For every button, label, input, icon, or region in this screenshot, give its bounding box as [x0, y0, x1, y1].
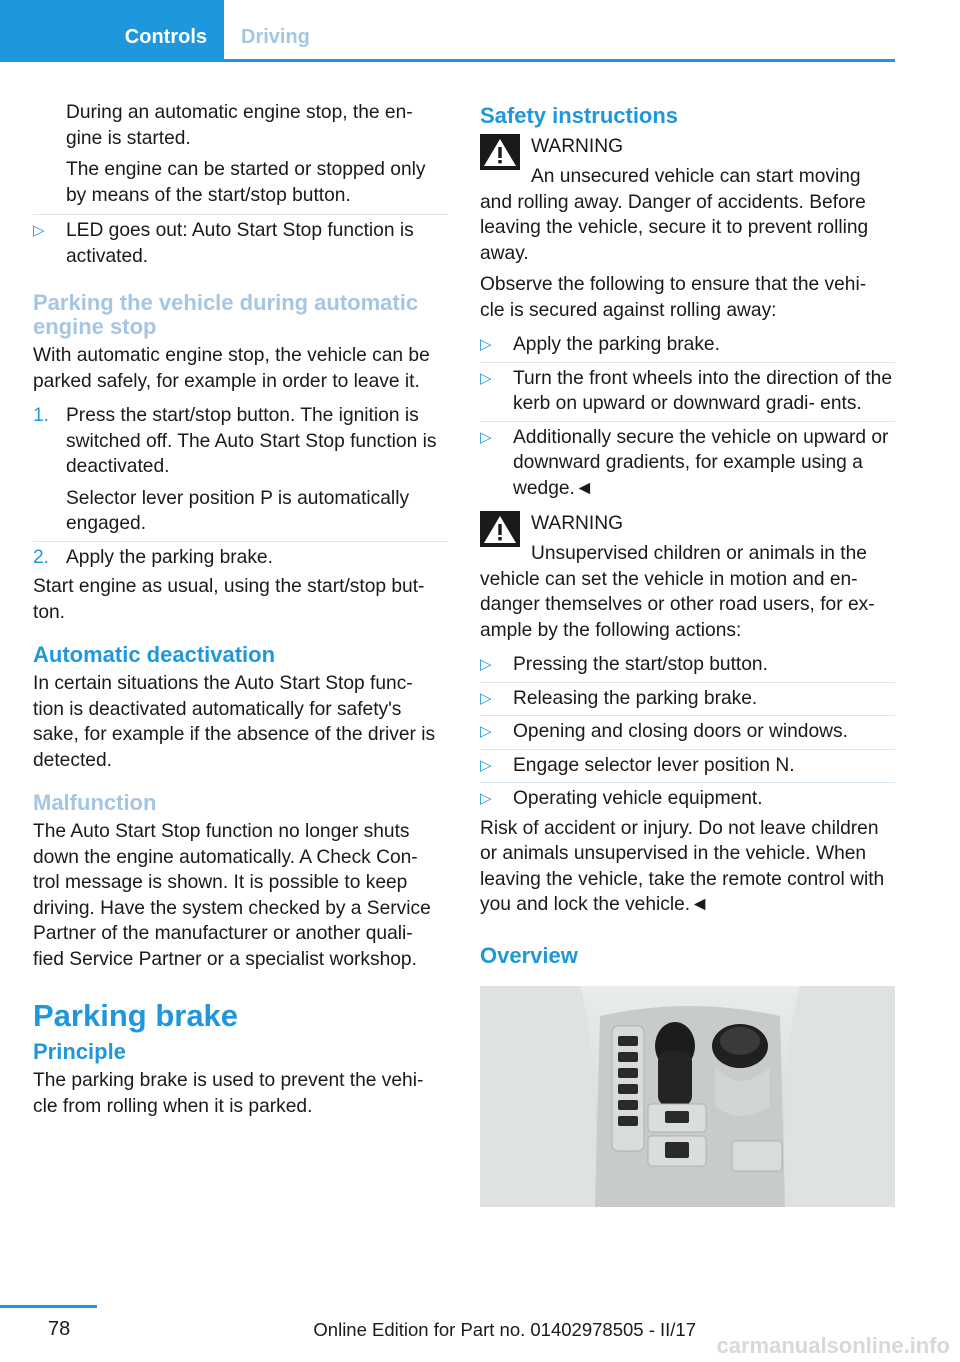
list-item: 2. Apply the parking brake.	[33, 542, 448, 575]
triangle-bullet-icon: ▷	[480, 336, 492, 353]
triangle-bullet-icon: ▷	[480, 428, 492, 446]
list-item: 1. Press the start/stop button. The ignition is switched off. The Auto Start Stop function is deactivated. Selector lever position P is automatically engaged.	[33, 400, 448, 542]
triangle-bullet-icon: ▷	[480, 369, 492, 387]
list-item: ▷ Opening and closing doors or windows.	[480, 716, 895, 750]
paragraph: With automatic engine stop, the vehicle can be parked safely, for example in order to leave it.	[33, 345, 430, 392]
list-item: ▷ Apply the parking brake.	[480, 329, 895, 363]
continued-paragraph: During an automatic engine stop, the en‐ gine is started.	[66, 102, 413, 149]
tab-controls[interactable]: Controls	[0, 0, 224, 59]
triangle-bullet-icon: ▷	[480, 790, 492, 807]
header-rule	[0, 59, 895, 62]
list-item: ▷ LED goes out: Auto Start Stop function is activated.	[33, 214, 448, 273]
warning-text: Unsupervised children or animals in the vehicle can set the vehicle in motion and en‐ danger themselves or other road users, for ex‐ ample by the following actions:	[480, 543, 875, 641]
list-item: ▷ Additionally secure the vehicle on upward or downward gradients, for example using a wedge.◄	[480, 422, 895, 506]
list-item: ▷ Turn the front wheels into the direction of the kerb on upward or downward gradi‐ ents.	[480, 363, 895, 422]
warning-label: WARNING	[531, 136, 624, 157]
section-heading: Malfunction	[33, 790, 157, 815]
step-number: 1.	[33, 405, 50, 426]
list-item: ▷ Engage selector lever position N.	[480, 750, 895, 784]
paragraph: Risk of accident or injury. Do not leave children or animals unsupervised in the vehicle. When leaving the vehicle, take the remote control with you and lock the vehicle.◄	[480, 817, 885, 915]
section-heading: Overview	[480, 942, 578, 968]
list-item: ▷ Pressing the start/stop button.	[480, 649, 895, 683]
triangle-bullet-icon: ▷	[33, 222, 45, 239]
page-number-rule	[0, 1305, 97, 1308]
triangle-bullet-icon: ▷	[480, 756, 492, 774]
paragraph: In certain situations the Auto Start Stop func‐ tion is deactivated automatically for safety's sake, for example if the absence of the driver is detected.	[33, 673, 436, 771]
warning-label: WARNING	[531, 513, 624, 534]
list-item: ▷ Releasing the parking brake.	[480, 683, 895, 717]
paragraph: Observe the following to ensure that the vehi‐ cle is secured against rolling away:	[480, 274, 867, 321]
paragraph: The parking brake is used to prevent the vehi‐ cle from rolling when it is parked.	[33, 1070, 424, 1117]
actions-list	[480, 649, 895, 816]
steps-list	[33, 400, 448, 574]
footer-edition: Online Edition for Part no. 01402978505 - II/17	[313, 1319, 696, 1340]
warning-block	[480, 134, 895, 266]
page-number: 78	[48, 1318, 71, 1340]
led-list	[33, 214, 448, 273]
page-header	[0, 0, 895, 62]
triangle-bullet-icon: ▷	[480, 656, 492, 673]
section-heading: Automatic deactivation	[33, 642, 276, 667]
left-column	[33, 100, 448, 1125]
section-heading: Principle	[33, 1039, 126, 1064]
warning-triangle-icon	[480, 134, 520, 170]
watermark: carmanualsonline.info	[716, 1333, 950, 1358]
continued-paragraph: The engine can be started or stopped only by means of the start/stop button.	[66, 159, 426, 206]
list-item: ▷ Operating vehicle equipment.	[480, 783, 895, 816]
secure-list	[480, 329, 895, 505]
warning-triangle-icon	[480, 511, 520, 547]
triangle-bullet-icon: ▷	[480, 689, 492, 707]
triangle-bullet-icon: ▷	[480, 723, 492, 740]
right-column	[480, 100, 895, 1214]
paragraph: The Auto Start Stop function no longer shuts down the engine automatically. A Check Con‐ trol message is shown. It is possible to keep driving. Have the system checked by a Service Partner of the manufacturer or another quali‐ fied Service Partner or a specialist workshop.	[33, 821, 431, 970]
chapter-heading: Parking brake	[33, 998, 239, 1033]
warning-text: An unsecured vehicle can start moving and rolling away. Danger of accidents. Before leaving the vehicle, secure it to prevent rolling away.	[480, 166, 869, 264]
tab-driving[interactable]: Driving	[241, 26, 310, 48]
section-heading: Parking the vehicle during automatic engine stop	[33, 290, 419, 339]
section-heading: Safety instructions	[480, 103, 679, 128]
warning-block	[480, 511, 895, 643]
step-number: 2.	[33, 546, 50, 568]
center-console-photo	[480, 986, 895, 1207]
paragraph: Start engine as usual, using the start/stop but‐ ton.	[33, 576, 425, 623]
